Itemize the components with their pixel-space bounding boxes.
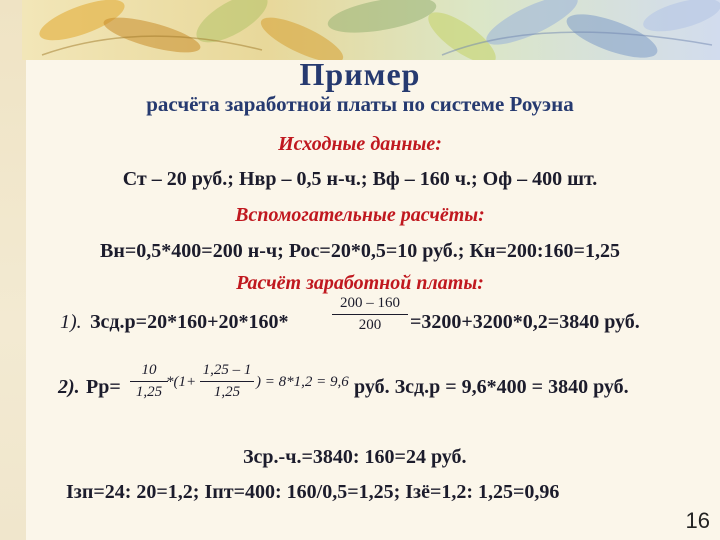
formula-2-mid-1: *(1+ (166, 374, 197, 390)
fraction-denominator: 200 (358, 317, 382, 333)
formula-1-lhs: Зсд.р=20*160+20*160* (90, 311, 289, 333)
formula-2-fraction-1 (130, 362, 168, 401)
formula-1-index: 1). (60, 311, 82, 333)
fraction-denominator: 1,25 (135, 384, 163, 400)
result-indices: Iзп=24: 20=1,2; Iпт=400: 160/0,5=1,25; Iзё=1,2: 1,25=0,96 (66, 481, 560, 503)
decorative-banner (22, 0, 720, 60)
initial-data-heading: Исходные данные: (278, 133, 442, 155)
aux-calc-heading: Вспомогательные расчёты: (235, 204, 485, 226)
fraction-numerator: 200 – 160 (340, 295, 400, 311)
page-number: 16 (685, 508, 710, 533)
formula-2-rhs: руб. Зсд.р = 9,6*400 = 3840 руб. (354, 376, 629, 398)
formula-1-fraction (332, 295, 408, 334)
slide-subtitle: расчёта заработной платы по системе Роуэна (146, 92, 574, 116)
aux-calc-text: Вн=0,5*400=200 н-ч; Рос=20*0,5=10 руб.; Кн=200:160=1,25 (100, 240, 620, 262)
fraction-bar (200, 381, 254, 382)
slide-title: Пример (299, 56, 421, 92)
result-hourly-wage: Зср.-ч.=3840: 160=24 руб. (243, 446, 467, 468)
fraction-numerator: 10 (141, 362, 157, 378)
fraction-denominator: 1,25 (213, 384, 241, 400)
formula-2-mid-2: ) = 8*1,2 = 9,6 (256, 374, 349, 390)
fraction-bar (130, 381, 168, 382)
leaf-banner-image (22, 0, 720, 60)
wage-calc-heading: Расчёт заработной платы: (236, 272, 484, 294)
formula-2-lhs: Рр= (86, 376, 121, 398)
formula-1-rhs: =3200+3200*0,2=3840 руб. (410, 311, 640, 333)
initial-data-text: Ст – 20 руб.; Нвр – 0,5 н-ч.; Вф – 160 ч.; Оф – 400 шт. (122, 168, 598, 190)
fraction-bar (332, 314, 408, 315)
formula-2-fraction-2 (200, 362, 254, 401)
fraction-numerator: 1,25 – 1 (202, 362, 252, 378)
formula-2-index: 2). (58, 376, 80, 398)
